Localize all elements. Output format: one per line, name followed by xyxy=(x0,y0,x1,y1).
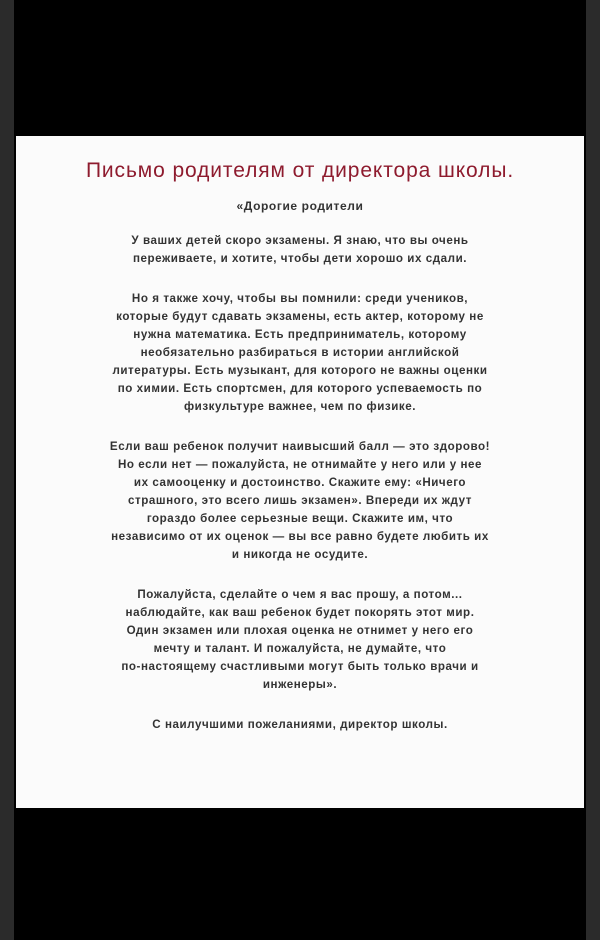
text-line: и никогда не осудите. xyxy=(231,548,369,561)
text-line: наблюдайте, как ваш ребенок будет покорять этот мир. xyxy=(125,606,475,619)
right-edge-strip xyxy=(586,0,600,940)
text-line: по-настоящему счастливыми могут быть только врачи и xyxy=(121,660,479,673)
left-edge-strip xyxy=(0,0,14,940)
text-line: по химии. Есть спортсмен, для которого успеваемость по xyxy=(117,382,483,395)
text-line: литературы. Есть музыкант, для которого не важны оценки xyxy=(112,364,488,377)
letter-closing: С наилучшими пожеланиями, директор школы. xyxy=(152,718,448,731)
text-line: переживаете, и хотите, чтобы дети хорошо их сдали. xyxy=(132,252,468,265)
text-line: Но если нет — пожалуйста, не отнимайте у него или у нее xyxy=(117,458,483,471)
text-line: Один экзамен или плохая оценка не отнимет у него его xyxy=(126,624,474,637)
text-line: инженеры». xyxy=(262,678,338,691)
text-line: мечту и талант. И пожалуйста, не думайте, что xyxy=(153,642,447,655)
paragraph-4 xyxy=(40,586,560,694)
letter-image xyxy=(16,136,584,808)
text-line: необязательно разбираться в истории английской xyxy=(140,346,460,359)
text-line: нужна математика. Есть предприниматель, которому xyxy=(133,328,467,341)
paragraph-3 xyxy=(40,438,560,564)
text-line: физкультуре важнее, чем по физике. xyxy=(183,400,417,413)
text-line: Но я также хочу, чтобы вы помнили: среди учеников, xyxy=(131,292,469,305)
paragraph-2 xyxy=(40,290,560,416)
text-line: У ваших детей скоро экзамены. Я знаю, что вы очень xyxy=(131,234,469,247)
letter-title: Письмо родителям от директора школы. xyxy=(85,159,515,182)
text-line: которые будут сдавать экзамены, есть актер, которому не xyxy=(116,310,484,323)
letter-salutation: «Дорогие родители xyxy=(236,199,364,213)
text-line: независимо от их оценок — вы все равно будете любить их xyxy=(111,530,489,543)
text-line: Если ваш ребенок получит наивысший балл — это здорово! xyxy=(109,440,491,453)
text-line: страшного, это всего лишь экзамен». Впереди их ждут xyxy=(128,494,472,507)
text-line: гораздо более серьезные вещи. Скажите им, что xyxy=(146,512,454,525)
text-line: их самооценку и достоинство. Скажите ему: «Ничего xyxy=(133,476,467,489)
paragraph-1 xyxy=(40,232,560,268)
text-line: Пожалуйста, сделайте о чем я вас прошу, а потом... xyxy=(137,588,463,601)
